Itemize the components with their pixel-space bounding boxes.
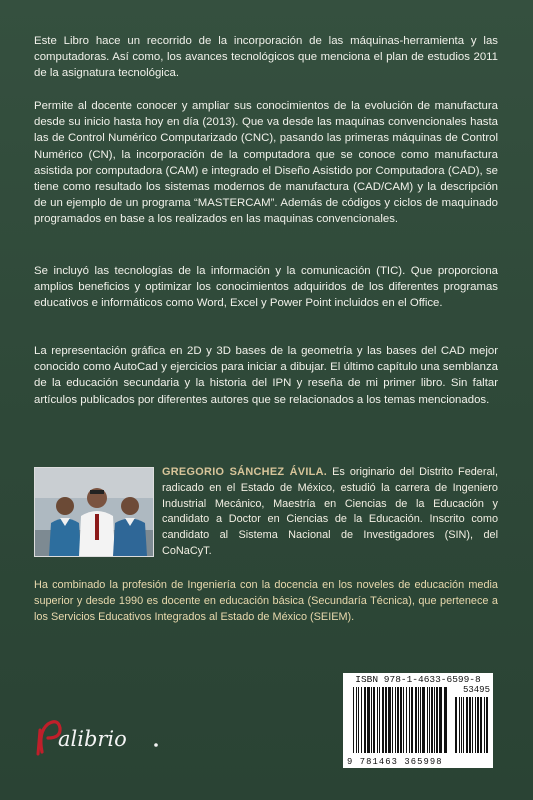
- author-bio: [162, 465, 498, 560]
- description-paragraph-1: Este Libro hace un recorrido de la incorporación de las máquinas-herramienta y las computadoras. Así como, los avances tecnológicos que menciona el plan de estudios 2011 de la asignatura tecnológica.: [34, 35, 498, 80]
- barcode-digits: 9 781463 365998: [347, 757, 443, 767]
- description-paragraph-3: Se incluyó las tecnologías de la información y la comunicación (TIC). Que proporciona amplios beneficios y optimizar los conocimientos adquiridos de los diferentes programas educativos e informáticos como Word, Excel y Power Point incluidos en el Office.: [34, 265, 498, 310]
- isbn-barcode: [343, 673, 493, 768]
- author-career: Ha combinado la profesión de Ingeniería con la docencia en los noveles de educación media superior y desde 1990 es docente en educación básica (Secundaría Técnica), que pertenece a los Servicios Educativos Integrados al Estado de México (SEIEM).: [34, 579, 498, 623]
- price-code: 53495: [462, 685, 490, 695]
- isbn-label: ISBN 978-1-4633-6599-8: [355, 674, 481, 685]
- svg-text:alibrio: alibrio: [58, 727, 127, 751]
- author-photo: [34, 467, 154, 557]
- author-bio-text: Es originario del Distrito Federal, radicado en el Estado de México, estudió la carrera de Ingeniero Industrial Mecánico, Maestría en Ciencias de la Educación y candidato a Doctor en Ciencias de la Educación. Inscrito como candidato al Sistema Nacional de Investigadores (SIN), del CoNaCyT.: [162, 466, 498, 557]
- description-paragraph-4: La representación gráfica en 2D y 3D bases de la geometría y las bases del CAD mejor conocido como AutoCad y ejercicios para iniciar a dibujar. El último capítulo una semblanza de la educación secundaria y la historia del IPN y reseña de mi primer libro. Sin faltar artículos publicados por diferentes autores que se relacionados a los temas mencionados.: [34, 345, 498, 406]
- description-paragraph-2: Permite al docente conocer y ampliar sus conocimientos de la evolución de manufactura desde su inicio hasta hoy en día (2013). Que va desde las maquinas convencionales hasta las de Control Numérico Computarizado (CNC), pasando las primeras máquinas de Control Numérico (CN), la incorporación de la computadora que se conoce como manufactura asistida por computadora (CAM) e integrado el Diseño Asistido por Computadora (CAD), se tiene como resultado los sistemas modernos de manufactura (CAD/CAM) y la descripción de un ejemplo de un programa “MASTERCAM”. Además de códigos y ciclos de maquinado programados en base a los realizados en las maquinas convencionales.: [34, 100, 498, 226]
- publisher-logo: [34, 712, 164, 757]
- author-name: GREGORIO SÁNCHEZ ÁVILA.: [162, 466, 328, 478]
